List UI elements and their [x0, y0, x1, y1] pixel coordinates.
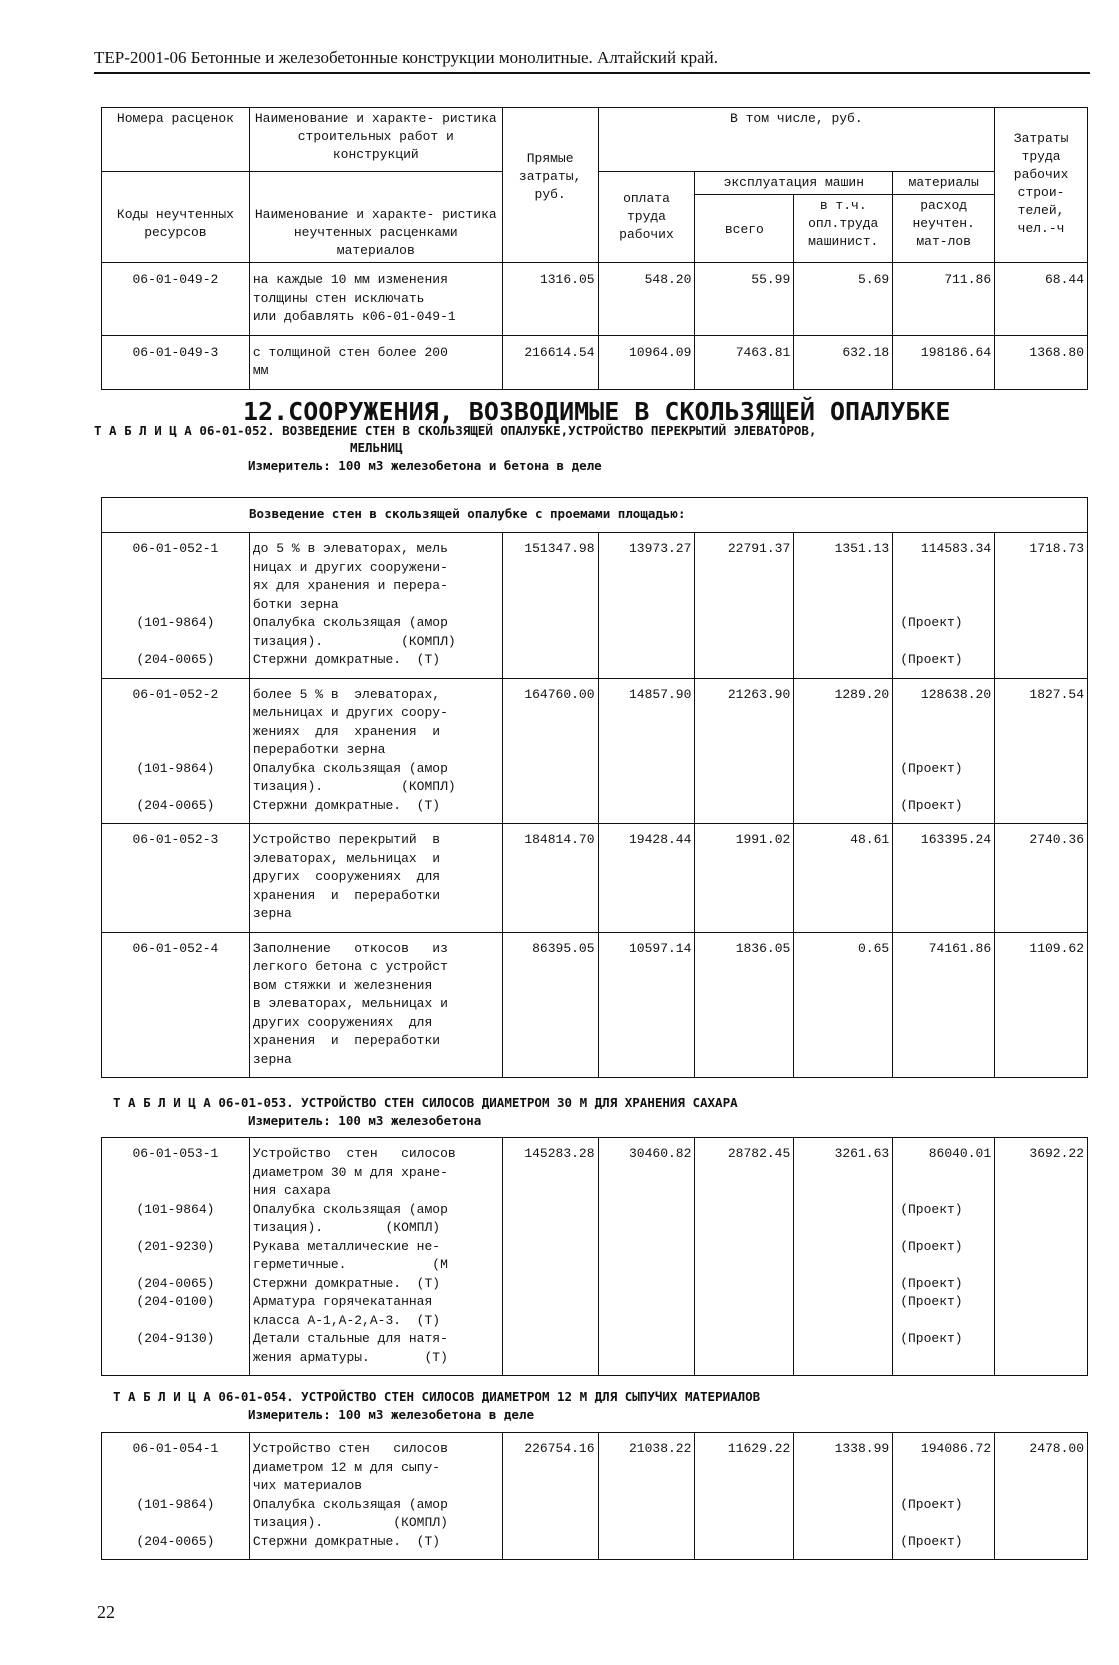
table-052 — [101, 532, 1088, 1078]
machine-total-value: 1836.05 — [695, 932, 794, 1078]
table-054 — [101, 1432, 1088, 1560]
machine-labor-value: 3261.63 — [794, 1138, 893, 1376]
rate-code-cell — [102, 263, 250, 336]
materials-cell — [893, 335, 995, 389]
header-materials-group: материалы — [893, 172, 995, 195]
rate-row — [102, 824, 1088, 933]
header-rate-numbers: Номера расценок — [102, 108, 250, 172]
rate-code-cell — [102, 678, 250, 824]
rate-code-cell — [102, 335, 250, 389]
header-worker-pay: оплата труда рабочих — [598, 172, 695, 263]
direct-costs-value: 164760.00 — [502, 678, 598, 824]
resource-tag: (Проект) — [900, 615, 963, 630]
resource-code: (201-9230) — [136, 1238, 215, 1254]
resource-name-line: тизация). (КОМПЛ) — [252, 1515, 448, 1530]
resource-name-line: тизация). (КОМПЛ) — [252, 779, 456, 794]
description-line: вом стяжки и железнения — [252, 977, 433, 993]
materials-cell — [893, 824, 995, 933]
table-054-title: Т А Б Л И Ц А 06-01-054. УСТРОЙСТВО СТЕН СИЛОСОВ ДИАМЕТРОМ 12 М ДЛЯ СЫПУЧИХ МАТЕРИАЛОВ — [113, 1389, 761, 1404]
rate-code: 06-01-052-3 — [132, 832, 219, 847]
description-line: диаметром 30 м для хране- — [252, 1164, 448, 1180]
rate-code-cell — [102, 1433, 250, 1560]
direct-costs-value: 145283.28 — [502, 1138, 598, 1376]
rate-code: 06-01-052-2 — [132, 686, 219, 702]
description-line: ботки зерна — [252, 596, 339, 612]
resource-tag: (Проект) — [900, 1238, 963, 1254]
rate-description-cell — [249, 335, 502, 389]
resource-tag: (Проект) — [900, 1533, 963, 1549]
resource-tag: (Проект) — [900, 1275, 963, 1291]
description-line: мм — [252, 363, 269, 378]
header-material-use: расход неучтен. мат-лов — [893, 195, 995, 263]
materials-cell — [893, 932, 995, 1078]
materials-value: 74161.86 — [928, 940, 992, 956]
table-052-title-cont: МЕЛЬНИЦ — [350, 440, 403, 455]
materials-value: 194086.72 — [920, 1441, 992, 1456]
section-heading: 12.СООРУЖЕНИЯ, ВОЗВОДИМЫЕ В СКОЛЬЗЯЩЕЙ ОПАЛУБКЕ — [243, 397, 951, 426]
machine-labor-value: 1351.13 — [794, 533, 893, 679]
materials-cell — [893, 533, 995, 679]
resource-code: (204-0065) — [136, 797, 215, 813]
resource-name-line: Стержни домкратные. (Т) — [252, 1275, 441, 1291]
direct-costs-value: 226754.16 — [502, 1433, 598, 1560]
worker-pay-value: 10964.09 — [598, 335, 695, 389]
description-line: Устройство стен силосов — [252, 1146, 456, 1161]
resource-name-line: Рукава металлические не- — [252, 1238, 441, 1254]
rate-row — [102, 533, 1088, 679]
description-line: Заполнение откосов из — [252, 940, 448, 956]
resource-tag: (Проект) — [900, 1201, 963, 1217]
rate-code-cell — [102, 533, 250, 679]
machine-total-value: 21263.90 — [695, 678, 794, 824]
resource-name-line: Стержни домкратные. (Т) — [252, 1533, 441, 1549]
labor-hours-value: 1368.80 — [995, 335, 1088, 389]
header-machine-labor: в т.ч. опл.труда машинист. — [794, 195, 893, 263]
machine-total-value: 22791.37 — [695, 533, 794, 679]
description-line: диаметром 12 м для сыпу- — [252, 1459, 441, 1475]
labor-hours-value: 68.44 — [995, 263, 1088, 336]
machine-labor-value: 1338.99 — [794, 1433, 893, 1560]
rate-row — [102, 1138, 1088, 1376]
description-line: зерна — [252, 906, 292, 921]
labor-hours-value: 2740.36 — [995, 824, 1088, 933]
machine-total-value: 1991.02 — [695, 824, 794, 933]
description-line: жениях для хранения и — [252, 723, 441, 739]
description-line: ницах и других сооружени- — [252, 559, 448, 575]
machine-total-value: 55.99 — [695, 263, 794, 336]
description-line: мельницах и других соору- — [252, 705, 448, 720]
resource-name-line: Детали стальные для натя- — [252, 1331, 448, 1346]
rate-code: 06-01-052-1 — [132, 541, 219, 556]
machine-labor-value: 632.18 — [794, 335, 893, 389]
resource-tag: (Проект) — [900, 1496, 963, 1512]
table-053-title: Т А Б Л И Ц А 06-01-053. УСТРОЙСТВО СТЕН СИЛОСОВ ДИАМЕТРОМ 30 М ДЛЯ ХРАНЕНИЯ САХАРА — [113, 1095, 738, 1110]
resource-code: (204-0100) — [136, 1294, 215, 1309]
materials-cell — [893, 1433, 995, 1560]
header-machine-group: эксплуатация машин — [695, 172, 893, 195]
description-line: толщины стен исключать — [252, 290, 425, 306]
description-line: других сооружениях для — [252, 869, 441, 884]
resource-name-line: Опалубка скользящая (амор — [252, 1201, 448, 1217]
page-number: 22 — [97, 1602, 115, 1622]
rate-code-cell — [102, 824, 250, 933]
materials-cell — [893, 263, 995, 336]
rate-row — [102, 263, 1088, 336]
rate-code-cell — [102, 1138, 250, 1376]
description-line: хранения и переработки — [252, 1033, 441, 1048]
resource-code: (101-9864) — [136, 615, 215, 630]
table-053-meter: Измеритель: 100 м3 железобетона — [248, 1113, 482, 1128]
resource-name-line: Опалубка скользящая (амор — [252, 615, 448, 630]
description-line: с толщиной стен более 200 — [252, 344, 448, 360]
description-line: до 5 % в элеваторах, мель — [252, 541, 448, 556]
resource-code: (204-0065) — [136, 652, 215, 667]
resource-name-line: класса А-1,А-2,А-3. (Т) — [252, 1312, 441, 1328]
description-line: переработки зерна — [252, 742, 386, 757]
description-line: чих материалов — [252, 1478, 363, 1493]
rate-description-cell — [249, 1138, 502, 1376]
labor-hours-value: 1827.54 — [995, 678, 1088, 824]
direct-costs-value: 184814.70 — [502, 824, 598, 933]
description-line: Устройство перекрытий в — [252, 832, 441, 847]
machine-total-value: 7463.81 — [695, 335, 794, 389]
resource-name-line: Опалубка скользящая (амор — [252, 760, 448, 776]
rate-code: 06-01-053-1 — [132, 1146, 219, 1161]
worker-pay-value: 14857.90 — [598, 678, 695, 824]
rate-code: 06-01-052-4 — [132, 940, 219, 956]
rate-description-cell — [249, 533, 502, 679]
materials-value: 163395.24 — [920, 832, 992, 847]
resource-code: (101-9864) — [136, 1201, 215, 1217]
worker-pay-value: 21038.22 — [598, 1433, 695, 1560]
resource-name-line: Стержни домкратные. (Т) — [252, 797, 441, 813]
resource-code: (204-9130) — [136, 1331, 215, 1346]
worker-pay-value: 13973.27 — [598, 533, 695, 679]
description-line: или добавлять к06-01-049-1 — [252, 309, 456, 324]
description-line: хранения и переработки — [252, 887, 441, 903]
description-line: ния сахара — [252, 1183, 331, 1198]
machine-labor-value: 5.69 — [794, 263, 893, 336]
worker-pay-value: 30460.82 — [598, 1138, 695, 1376]
header-work-name: Наименование и характе- ристика строительных работ и конструкций — [249, 108, 502, 172]
rate-description-cell — [249, 1433, 502, 1560]
rate-code: 06-01-049-2 — [132, 272, 219, 287]
resource-tag: (Проект) — [900, 797, 963, 813]
rate-row — [102, 1433, 1088, 1560]
description-line: элеваторах, мельницах и — [252, 850, 441, 866]
description-line: других сооружениях для — [252, 1014, 433, 1030]
description-line: на каждые 10 мм изменения — [252, 272, 448, 287]
rates-table-header — [101, 107, 1088, 390]
resource-code: (101-9864) — [136, 760, 215, 776]
header-material-names: Наименование и характе- ристика неучтенных расценками материалов — [249, 172, 502, 263]
materials-value: 86040.01 — [928, 1146, 992, 1161]
header-including-group: В том числе, руб. — [598, 108, 995, 172]
worker-pay-value: 19428.44 — [598, 824, 695, 933]
resource-name-line: Опалубка скользящая (амор — [252, 1496, 448, 1512]
description-line: в элеваторах, мельницах и — [252, 996, 448, 1011]
description-line: ях для хранения и перера- — [252, 578, 448, 593]
machine-total-value: 28782.45 — [695, 1138, 794, 1376]
resource-tag: (Проект) — [900, 1331, 963, 1346]
labor-hours-value: 1109.62 — [995, 932, 1088, 1078]
rate-description-cell — [249, 932, 502, 1078]
description-line: Устройство стен силосов — [252, 1441, 448, 1456]
rate-code: 06-01-054-1 — [132, 1441, 219, 1456]
machine-total-value: 11629.22 — [695, 1433, 794, 1560]
machine-labor-value: 0.65 — [794, 932, 893, 1078]
resource-code: (204-0065) — [136, 1275, 215, 1291]
resource-tag: (Проект) — [900, 1294, 963, 1309]
resource-name-line: герметичные. (М — [252, 1257, 448, 1272]
header-rule — [94, 72, 1090, 74]
table-052-meter: Измеритель: 100 м3 железобетона и бетона в деле — [248, 458, 602, 473]
direct-costs-value: 216614.54 — [502, 335, 598, 389]
resource-tag: (Проект) — [900, 652, 963, 667]
labor-hours-value: 3692.22 — [995, 1138, 1088, 1376]
resource-name-line: тизация). (КОМПЛ) — [252, 633, 456, 649]
resource-name-line: тизация). (КОМПЛ) — [252, 1220, 441, 1235]
header-resource-codes: Коды неучтенных ресурсов — [102, 172, 250, 263]
materials-value: 198186.64 — [920, 344, 992, 360]
direct-costs-value: 151347.98 — [502, 533, 598, 679]
table-052-title: Т А Б Л И Ц А 06-01-052. ВОЗВЕДЕНИЕ СТЕН В СКОЛЬЗЯЩЕЙ ОПАЛУБКЕ,УСТРОЙСТВО ПЕРЕКРЫТИЙ ЭЛЕВАТОРОВ, — [94, 423, 817, 438]
machine-labor-value: 1289.20 — [794, 678, 893, 824]
rate-row — [102, 335, 1088, 389]
description-line: более 5 % в элеваторах, — [252, 686, 441, 702]
worker-pay-value: 10597.14 — [598, 932, 695, 1078]
rate-row — [102, 678, 1088, 824]
resource-name-line: Стержни домкратные. (Т) — [252, 652, 441, 667]
rate-code-cell — [102, 932, 250, 1078]
rate-code: 06-01-049-3 — [132, 344, 219, 360]
rate-description-cell — [249, 263, 502, 336]
materials-value: 128638.20 — [920, 686, 992, 702]
labor-hours-value: 2478.00 — [995, 1433, 1088, 1560]
rate-description-cell — [249, 824, 502, 933]
direct-costs-value: 1316.05 — [502, 263, 598, 336]
table-053 — [101, 1137, 1088, 1376]
header-labor-hours: Затраты труда рабочих строи- телей, чел.-ч — [995, 108, 1088, 263]
header-machine-total: всего — [695, 195, 794, 263]
resource-code: (101-9864) — [136, 1496, 215, 1512]
rate-row — [102, 932, 1088, 1078]
running-head: ТЕР-2001-06 Бетонные и железобетонные конструкции монолитные. Алтайский край. — [94, 48, 718, 67]
resource-code: (204-0065) — [136, 1533, 215, 1549]
resource-tag: (Проект) — [900, 760, 963, 776]
materials-value: 711.86 — [944, 272, 992, 287]
direct-costs-value: 86395.05 — [502, 932, 598, 1078]
table-052-subheading-row — [101, 497, 1088, 533]
resource-name-line: Арматура горячекатанная — [252, 1294, 433, 1309]
worker-pay-value: 548.20 — [598, 263, 695, 336]
table-054-meter: Измеритель: 100 м3 железобетона в деле — [248, 1407, 534, 1422]
materials-value: 114583.34 — [920, 541, 992, 556]
machine-labor-value: 48.61 — [794, 824, 893, 933]
description-line: зерна — [252, 1051, 292, 1067]
materials-cell — [893, 678, 995, 824]
labor-hours-value: 1718.73 — [995, 533, 1088, 679]
resource-name-line: жения арматуры. (Т) — [252, 1349, 448, 1365]
table-052-subheading: Возведение стен в скользящей опалубке с проемами площадью: — [249, 506, 686, 521]
header-direct-costs: Прямые затраты, руб. — [502, 108, 598, 263]
rate-description-cell — [249, 678, 502, 824]
description-line: легкого бетона с устройст — [252, 959, 448, 974]
materials-cell — [893, 1138, 995, 1376]
